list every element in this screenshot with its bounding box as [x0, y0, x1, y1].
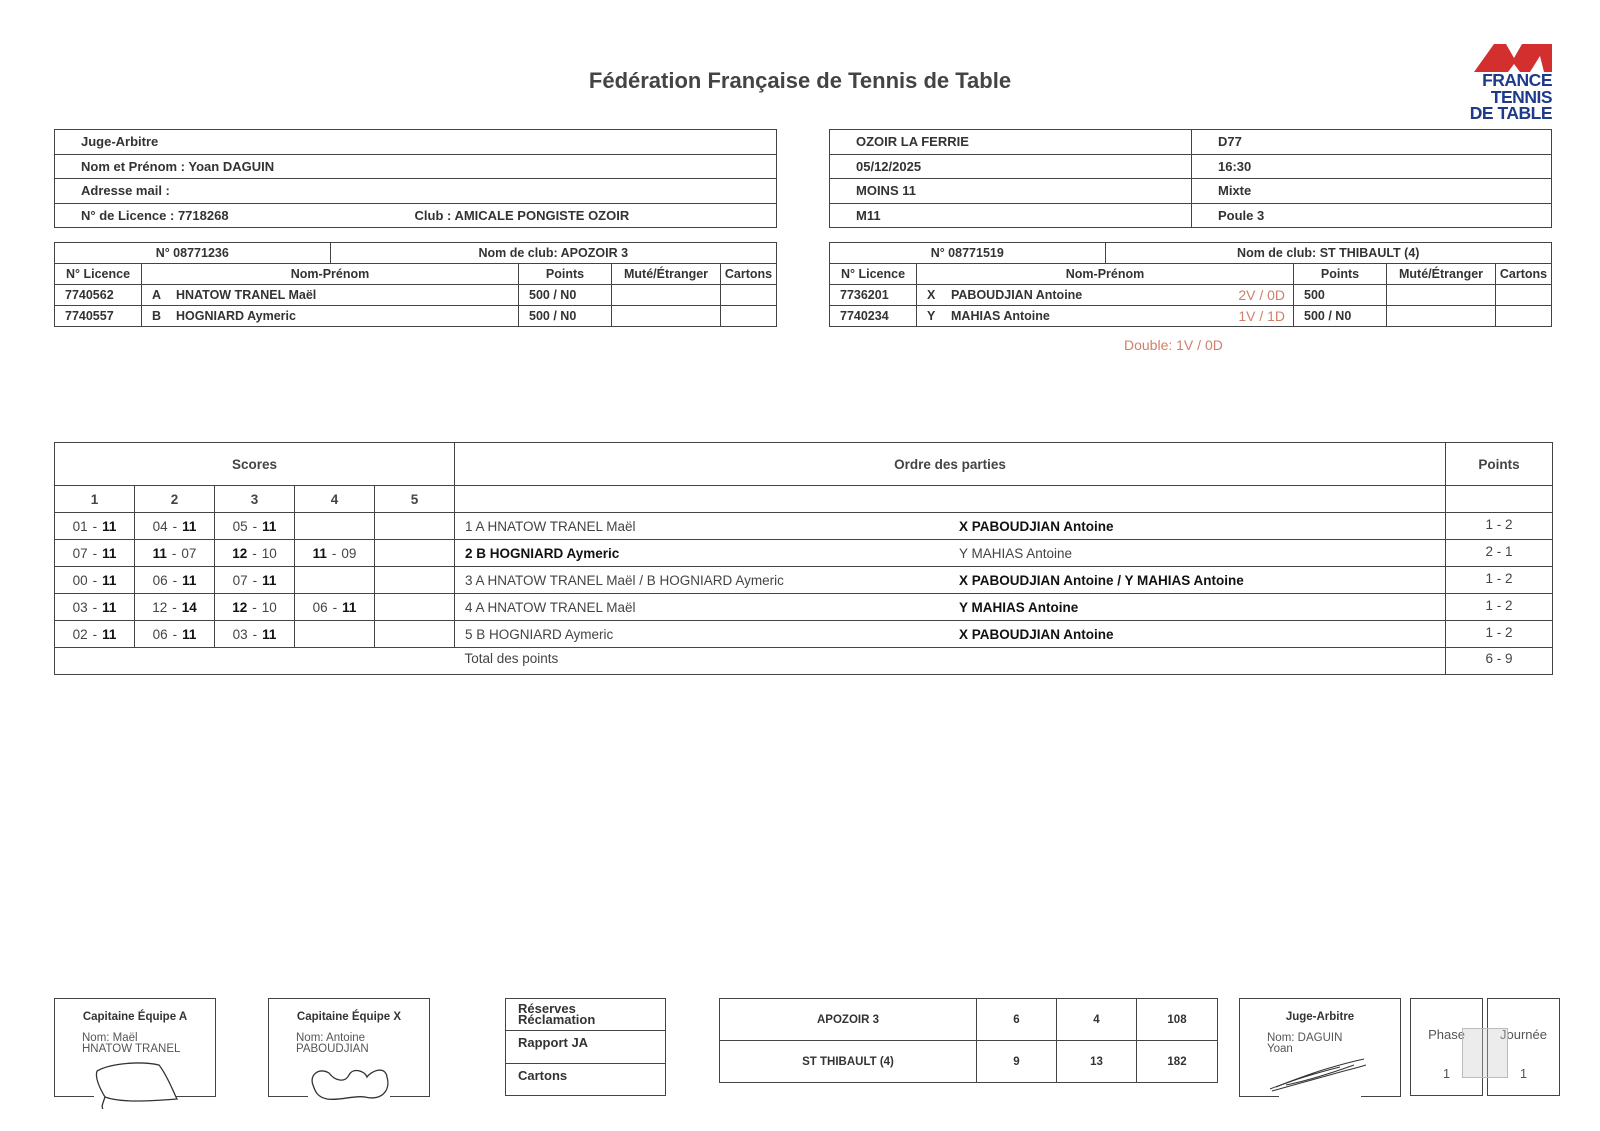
set-score: 06 - 11 — [135, 567, 215, 594]
player-mute — [612, 306, 721, 327]
match-points: 2 - 1 — [1446, 540, 1553, 567]
set-score: 04 - 11 — [135, 513, 215, 540]
logo-line: DE TABLE — [1469, 103, 1552, 123]
score-right: 10 — [261, 545, 277, 561]
event-gender: Mixte — [1192, 179, 1552, 204]
match-order — [455, 540, 1446, 567]
score-right: 11 — [102, 626, 117, 642]
score-right: 11 — [262, 572, 277, 588]
set-header: 5 — [375, 486, 455, 513]
set-score: 05 - 11 — [215, 513, 295, 540]
match-right-players: X PABOUDJIAN Antoine / Y MAHIAS Antoine — [959, 572, 1244, 588]
score-right: 11 — [262, 518, 277, 534]
referee-signature — [1266, 1057, 1370, 1093]
captain-a-title: Capitaine Équipe A — [82, 1011, 188, 1023]
set-score — [295, 567, 375, 594]
event-pool: Poule 3 — [1192, 203, 1552, 228]
score-right: 09 — [341, 545, 357, 561]
match-left-players: 1 A HNATOW TRANEL Maël — [465, 518, 636, 534]
score-left: 06 — [152, 572, 168, 588]
reserves-box — [505, 998, 666, 1096]
col-points: Points — [1294, 264, 1387, 285]
col-mute: Muté/Étranger — [1387, 264, 1496, 285]
referee-club: Club : AMICALE PONGISTE OZOIR — [415, 203, 777, 228]
referee-title: Juge-Arbitre — [55, 130, 777, 155]
journee-value: 1 — [1519, 1066, 1528, 1081]
score-right: 10 — [261, 599, 277, 615]
event-date: 05/12/2025 — [830, 154, 1192, 179]
score-right: 11 — [182, 572, 197, 588]
team-x-club: Nom de club: ST THIBAULT (4) — [1105, 243, 1551, 264]
table-row — [830, 306, 1552, 327]
set-score — [375, 567, 455, 594]
score-right: 11 — [182, 626, 197, 642]
player-licence: 7736201 — [830, 285, 917, 306]
summary-team: APOZOIR 3 — [720, 999, 977, 1041]
score-left: 00 — [72, 572, 88, 588]
rapport-ja-row: Rapport JA — [506, 1031, 665, 1064]
score-left: 03 — [232, 626, 248, 642]
match-left-players: 2 B HOGNIARD Aymeric — [465, 545, 620, 561]
score-left: 11 — [152, 545, 167, 561]
player-points: 500 / N0 — [1294, 306, 1387, 327]
event-department: D77 — [1192, 130, 1552, 155]
player-points: 500 / N0 — [519, 285, 612, 306]
reclamation-label: Réclamation — [518, 1012, 596, 1027]
player-cartons — [721, 306, 777, 327]
set-score: 12 - 10 — [215, 594, 295, 621]
match-right-players: X PABOUDJIAN Antoine — [959, 626, 1114, 642]
player-name: HNATOW TRANEL Maël — [176, 288, 317, 302]
set-score: 06 - 11 — [135, 621, 215, 648]
match-order — [455, 594, 1446, 621]
match-points: 1 - 2 — [1446, 513, 1553, 540]
match-order — [455, 567, 1446, 594]
name-line: Nom: Antoine — [296, 1032, 366, 1044]
match-left-players: 5 B HOGNIARD Aymeric — [465, 626, 614, 642]
score-right: 11 — [182, 518, 197, 534]
total-points: 6 - 9 — [1446, 648, 1553, 675]
phase-label: Phase — [1428, 1027, 1465, 1042]
table-row — [55, 306, 777, 327]
set-header: 3 — [215, 486, 295, 513]
event-division: M11 — [830, 203, 1192, 228]
page-title: Fédération Française de Tennis de Table — [588, 68, 1012, 93]
player-cartons — [1496, 285, 1552, 306]
journee-label: Journée — [1500, 1027, 1547, 1042]
set-score — [375, 594, 455, 621]
player-mute — [1387, 285, 1496, 306]
logo-line: TENNIS — [1490, 86, 1552, 107]
match-left-players: 3 A HNATOW TRANEL Maël / B HOGNIARD Aymeric — [465, 572, 784, 588]
match-points: 1 - 2 — [1446, 594, 1553, 621]
captain-x-name — [296, 1033, 369, 1055]
set-header: 4 — [295, 486, 375, 513]
score-left: 12 — [152, 599, 168, 615]
player-letter: Y — [927, 309, 936, 323]
set-score: 03 - 11 — [55, 594, 135, 621]
score-right: 07 — [181, 545, 197, 561]
name-line: Yoan — [1267, 1043, 1293, 1055]
summary-value: 13 — [1057, 1041, 1137, 1083]
col-cartons: Cartons — [1496, 264, 1552, 285]
col-points: Points — [519, 264, 612, 285]
player-points: 500 — [1294, 285, 1387, 306]
table-row — [55, 540, 1553, 567]
table-row — [720, 1041, 1218, 1083]
score-left: 07 — [232, 572, 248, 588]
event-category: MOINS 11 — [830, 179, 1192, 204]
reserves-label: Réserves — [518, 1001, 576, 1016]
set-score: 12 - 10 — [215, 540, 295, 567]
name-line: Nom: DAGUIN — [1267, 1032, 1343, 1044]
col-cartons: Cartons — [721, 264, 777, 285]
score-right: 14 — [181, 599, 197, 615]
name-line: HNATOW TRANEL — [82, 1043, 181, 1055]
captain-x-title: Capitaine Équipe X — [296, 1011, 402, 1023]
name-line: PABOUDJIAN — [296, 1043, 369, 1055]
set-score — [375, 513, 455, 540]
set-score — [375, 540, 455, 567]
stamp-overlay — [1462, 1028, 1508, 1078]
set-score — [375, 621, 455, 648]
team-a-number: N° 08771236 — [55, 243, 331, 264]
player-mute — [612, 285, 721, 306]
set-score: 11 - 09 — [295, 540, 375, 567]
score-right: 11 — [102, 545, 117, 561]
player-name: PABOUDJIAN Antoine — [951, 288, 1083, 302]
summary-value: 9 — [977, 1041, 1057, 1083]
player-licence: 7740234 — [830, 306, 917, 327]
score-left: 12 — [232, 545, 248, 561]
cartons-row: Cartons — [518, 1068, 568, 1083]
team-a-table — [54, 242, 777, 327]
reserves-row — [506, 999, 665, 1031]
score-left: 05 — [232, 518, 248, 534]
col-licence: N° Licence — [55, 264, 142, 285]
captain-a-signature — [91, 1057, 181, 1109]
table-row — [55, 285, 777, 306]
score-left: 03 — [72, 599, 88, 615]
logo-mark-icon — [1474, 42, 1552, 72]
referee-info-table — [54, 129, 777, 228]
captain-a-box — [54, 998, 216, 1096]
player-record: 1V / 1D — [1238, 308, 1286, 324]
set-score: 07 - 11 — [215, 567, 295, 594]
table-row — [55, 621, 1553, 648]
logo-text — [1468, 72, 1552, 122]
summary-table — [719, 998, 1218, 1083]
referee-box-title: Juge-Arbitre — [1285, 1011, 1355, 1023]
name-line: Nom: Maël — [82, 1032, 138, 1044]
points-header: Points — [1446, 443, 1553, 486]
summary-value: 6 — [977, 999, 1057, 1041]
event-info-table — [829, 129, 1552, 228]
col-name: Nom-Prénom — [917, 264, 1294, 285]
score-left: 01 — [72, 518, 88, 534]
match-right-players: X PABOUDJIAN Antoine — [959, 518, 1114, 534]
player-licence: 7740557 — [55, 306, 142, 327]
player-name: MAHIAS Antoine — [951, 309, 1050, 323]
score-left: 12 — [232, 599, 248, 615]
summary-value: 182 — [1137, 1041, 1218, 1083]
scores-header: Scores — [55, 443, 455, 486]
event-location: OZOIR LA FERRIE — [830, 130, 1192, 155]
set-score — [295, 621, 375, 648]
summary-value: 108 — [1137, 999, 1218, 1041]
player-licence: 7740562 — [55, 285, 142, 306]
player-mute — [1387, 306, 1496, 327]
set-score: 03 - 11 — [215, 621, 295, 648]
summary-value: 4 — [1057, 999, 1137, 1041]
event-time: 16:30 — [1192, 154, 1552, 179]
score-right: 11 — [262, 626, 277, 642]
table-row — [55, 567, 1553, 594]
player-letter: B — [152, 309, 162, 323]
score-right: 11 — [342, 599, 357, 615]
score-left: 06 — [152, 626, 168, 642]
table-row — [55, 513, 1553, 540]
match-left-players: 4 A HNATOW TRANEL Maël — [465, 599, 636, 615]
logo-line: FRANCE — [1482, 70, 1552, 90]
referee-box — [1239, 998, 1401, 1096]
match-order — [455, 621, 1446, 648]
score-left: 02 — [72, 626, 88, 642]
referee-email: Adresse mail : — [55, 179, 777, 204]
match-points: 1 - 2 — [1446, 621, 1553, 648]
set-score: 12 - 14 — [135, 594, 215, 621]
team-x-number: N° 08771519 — [830, 243, 1106, 264]
team-x-table — [829, 242, 1552, 327]
set-score: 11 - 07 — [135, 540, 215, 567]
captain-x-signature — [305, 1061, 395, 1109]
player-cartons — [721, 285, 777, 306]
captain-a-name — [82, 1033, 180, 1055]
score-left: 04 — [152, 518, 168, 534]
player-name: HOGNIARD Aymeric — [176, 309, 296, 323]
set-score: 06 - 11 — [295, 594, 375, 621]
match-right-players: Y MAHIAS Antoine — [959, 599, 1079, 615]
referee-licence: N° de Licence : 7718268 — [55, 203, 415, 228]
score-left: 11 — [312, 545, 327, 561]
team-a-club: Nom de club: APOZOIR 3 — [330, 243, 776, 264]
set-score: 01 - 11 — [55, 513, 135, 540]
summary-team: ST THIBAULT (4) — [720, 1041, 977, 1083]
table-row — [830, 285, 1552, 306]
score-right: 11 — [102, 599, 117, 615]
double-record: Double: 1V / 0D — [1124, 337, 1223, 353]
col-licence: N° Licence — [830, 264, 917, 285]
set-header: 1 — [55, 486, 135, 513]
set-header: 2 — [135, 486, 215, 513]
score-right: 11 — [102, 518, 117, 534]
col-mute: Muté/Étranger — [612, 264, 721, 285]
score-left: 07 — [72, 545, 88, 561]
match-order — [455, 513, 1446, 540]
player-cartons — [1496, 306, 1552, 327]
referee-name: Nom et Prénom : Yoan DAGUIN — [55, 154, 777, 179]
matches-table — [54, 442, 1553, 675]
match-right-players: Y MAHIAS Antoine — [959, 545, 1073, 561]
set-score — [295, 513, 375, 540]
player-points: 500 / N0 — [519, 306, 612, 327]
captain-x-box — [268, 998, 430, 1096]
player-letter: A — [152, 288, 162, 302]
set-score: 07 - 11 — [55, 540, 135, 567]
referee-box-name — [1267, 1033, 1342, 1055]
table-row — [720, 999, 1218, 1041]
score-right: 11 — [102, 572, 117, 588]
total-label: Total des points — [455, 648, 1446, 675]
fftt-logo — [1468, 42, 1552, 128]
player-record: 2V / 0D — [1238, 287, 1286, 303]
score-left: 06 — [312, 599, 328, 615]
order-header: Ordre des parties — [455, 443, 1446, 486]
table-row — [55, 594, 1553, 621]
set-score: 02 - 11 — [55, 621, 135, 648]
phase-value: 1 — [1442, 1066, 1451, 1081]
player-letter: X — [927, 288, 936, 302]
col-name: Nom-Prénom — [142, 264, 519, 285]
match-points: 1 - 2 — [1446, 567, 1553, 594]
set-score: 00 - 11 — [55, 567, 135, 594]
